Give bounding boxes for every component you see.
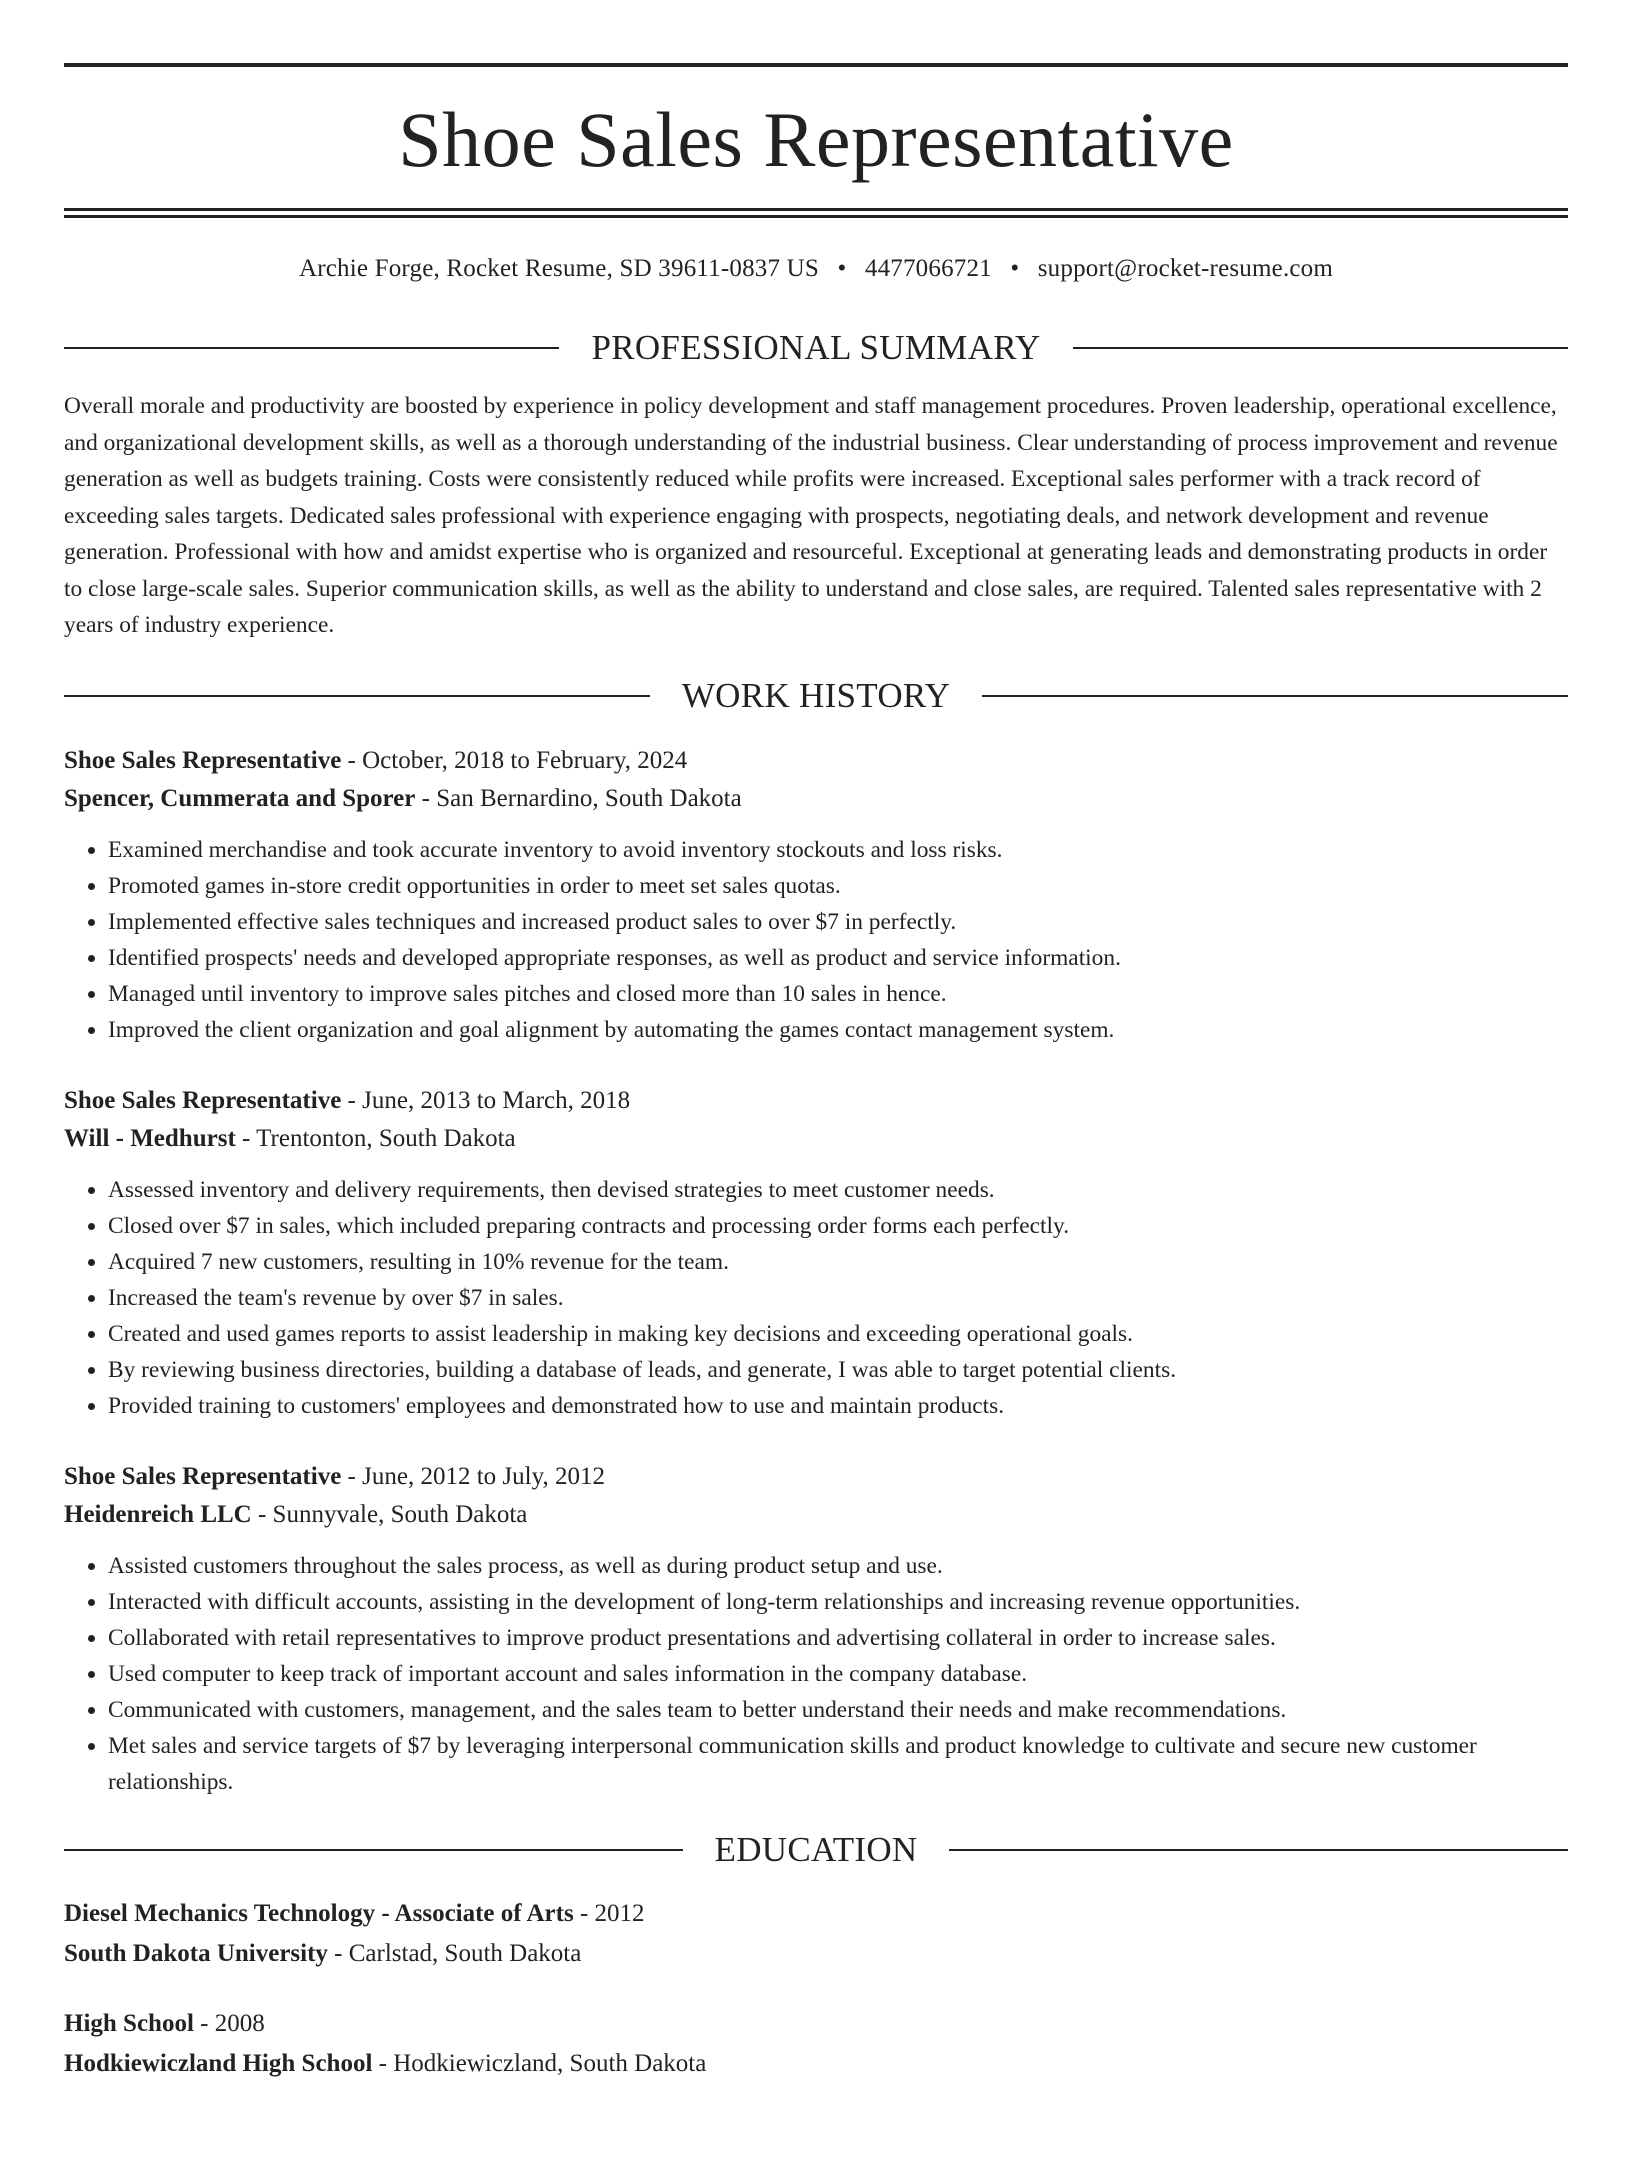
job-duties-list: [64, 832, 1568, 1048]
job-location: - Trentonton, South Dakota: [235, 1124, 516, 1152]
job-duty: • Provided training to customers' employees and demonstrated how to use and maintain products.: [108, 1388, 1568, 1424]
section-title: PROFESSIONAL SUMMARY: [591, 328, 1041, 367]
job-duty: • Assisted customers throughout the sales process, as well as during product setup and use.: [108, 1548, 1568, 1584]
job-duties-list: [64, 1172, 1568, 1424]
summary-text: Overall morale and productivity are boosted by experience in policy development and staff management procedures. Proven leadership, operational excellence, and organizational development skills, as well as a thorough understanding of the industrial business. Clear understanding of process improvement and revenue generation as well as budgets training. Costs were consistently reduced while profits were increased. Exceptional sales performer with a track record of exceeding sales targets. Dedicated sales professional with experience engaging with prospects, negotiating deals, and network development and revenue generation. Professional with how and amidst expertise who is organized and resourceful. Exceptional at generating leads and demonstrating products in order to close large-scale sales. Superior communication skills, as well as the ability to understand and close sales, are required. Talented sales representative with 2 years of industry experience.: [64, 393, 1558, 638]
job-duty: • Created and used games reports to assist leadership in making key decisions and exceeding operational goals.: [108, 1316, 1568, 1352]
job-duty: • By reviewing business directories, building a database of leads, and generate, I was able to target potential clients.: [108, 1352, 1568, 1388]
education-year: - 2008: [193, 2009, 265, 2037]
job-company-line: [64, 1120, 1568, 1158]
job-duty: • Interacted with difficult accounts, assisting in the development of long-term relationships and increasing revenue opportunities.: [108, 1584, 1568, 1620]
job-duty: • Improved the client organization and goal alignment by automating the games contact management system.: [108, 1012, 1568, 1048]
education-entry: [64, 1894, 1568, 1974]
education-location: - Hodkiewiczland, South Dakota: [372, 2049, 707, 2077]
section-heading-education: [64, 1830, 1568, 1870]
job-duty: • Increased the team's revenue by over $7 in sales.: [108, 1280, 1568, 1316]
job-title-line: [64, 1082, 1568, 1120]
job-dates: - October, 2018 to February, 2024: [341, 746, 688, 774]
heading-rule-right: [982, 695, 1568, 697]
job-location: - San Bernardino, South Dakota: [415, 784, 742, 812]
education-school-line: [64, 1934, 1568, 1974]
contact-phone: 4477066721: [864, 255, 992, 282]
education-entry: [64, 2004, 1568, 2084]
heading-rule-left: [64, 347, 559, 349]
heading-rule-left: [64, 695, 650, 697]
education-degree: Diesel Mechanics Technology - Associate of Arts: [64, 1899, 574, 1927]
job-duty: • Acquired 7 new customers, resulting in 10% revenue for the team.: [108, 1244, 1568, 1280]
education-school-line: [64, 2044, 1568, 2084]
contact-separator: •: [837, 255, 847, 282]
education-degree-line: [64, 1894, 1568, 1934]
title-double-rule: [64, 208, 1568, 218]
job-duties-list: [64, 1548, 1568, 1800]
education-school: South Dakota University: [64, 1939, 328, 1967]
job-company: Will - Medhurst: [64, 1124, 236, 1152]
education-year: - 2012: [573, 1899, 645, 1927]
resume-title: Shoe Sales Representative: [398, 96, 1234, 183]
job-company-line: [64, 1496, 1568, 1534]
job-title-line: [64, 742, 1568, 780]
job-duty: • Managed until inventory to improve sales pitches and closed more than 10 sales in hence.: [108, 976, 1568, 1012]
section-title: EDUCATION: [714, 1829, 918, 1869]
job-title: Shoe Sales Representative: [64, 746, 342, 774]
job-dates: - June, 2012 to July, 2012: [341, 1462, 605, 1490]
job-duty: • Communicated with customers, management, and the sales team to better understand their needs and make recommendations.: [108, 1692, 1568, 1728]
education-degree: High School: [64, 2009, 194, 2037]
job-entry: [64, 1082, 1568, 1424]
job-title: Shoe Sales Representative: [64, 1462, 342, 1490]
job-duty: • Closed over $7 in sales, which included preparing contracts and processing order forms each perfectly.: [108, 1208, 1568, 1244]
heading-rule-left: [64, 1849, 683, 1851]
contact-line: [64, 254, 1568, 284]
section-heading-summary: [64, 328, 1568, 368]
job-duty: • Implemented effective sales techniques and increased product sales to over $7 in perfectly.: [108, 904, 1568, 940]
education-degree-line: [64, 2004, 1568, 2044]
heading-rule-right: [949, 1849, 1568, 1851]
job-title-line: [64, 1458, 1568, 1496]
job-duty: • Examined merchandise and took accurate inventory to avoid inventory stockouts and loss risks.: [108, 832, 1568, 868]
section-title: WORK HISTORY: [681, 675, 951, 715]
education-school: Hodkiewiczland High School: [64, 2049, 373, 2077]
job-company-line: [64, 780, 1568, 818]
job-title: Shoe Sales Representative: [64, 1086, 342, 1114]
job-dates: - June, 2013 to March, 2018: [341, 1086, 631, 1114]
contact-address: Archie Forge, Rocket Resume, SD 39611-0837 US: [298, 255, 820, 282]
job-company: Spencer, Cummerata and Sporer: [64, 784, 416, 812]
job-duty: • Met sales and service targets of $7 by leveraging interpersonal communication skills and product knowledge to cultivate and secure new customer relationships.: [108, 1728, 1568, 1800]
job-duty: • Assessed inventory and delivery requirements, then devised strategies to meet customer needs.: [108, 1172, 1568, 1208]
heading-rule-right: [1073, 347, 1568, 349]
job-duty: • Promoted games in-store credit opportunities in order to meet set sales quotas.: [108, 868, 1568, 904]
education-location: - Carlstad, South Dakota: [327, 1939, 582, 1967]
job-company: Heidenreich LLC: [64, 1500, 252, 1528]
job-duty: • Collaborated with retail representatives to improve product presentations and advertising collateral in order to increase sales.: [108, 1620, 1568, 1656]
section-heading-work-history: [64, 676, 1568, 716]
resume-page: [0, 63, 1632, 2175]
job-location: - Sunnyvale, South Dakota: [251, 1500, 528, 1528]
contact-email: support@rocket-resume.com: [1037, 255, 1334, 282]
job-duty: • Used computer to keep track of important account and sales information in the company database.: [108, 1656, 1568, 1692]
job-entry: [64, 742, 1568, 1048]
job-duty: • Identified prospects' needs and developed appropriate responses, as well as product and service information.: [108, 940, 1568, 976]
job-entry: [64, 1458, 1568, 1800]
contact-separator: •: [1010, 255, 1020, 282]
